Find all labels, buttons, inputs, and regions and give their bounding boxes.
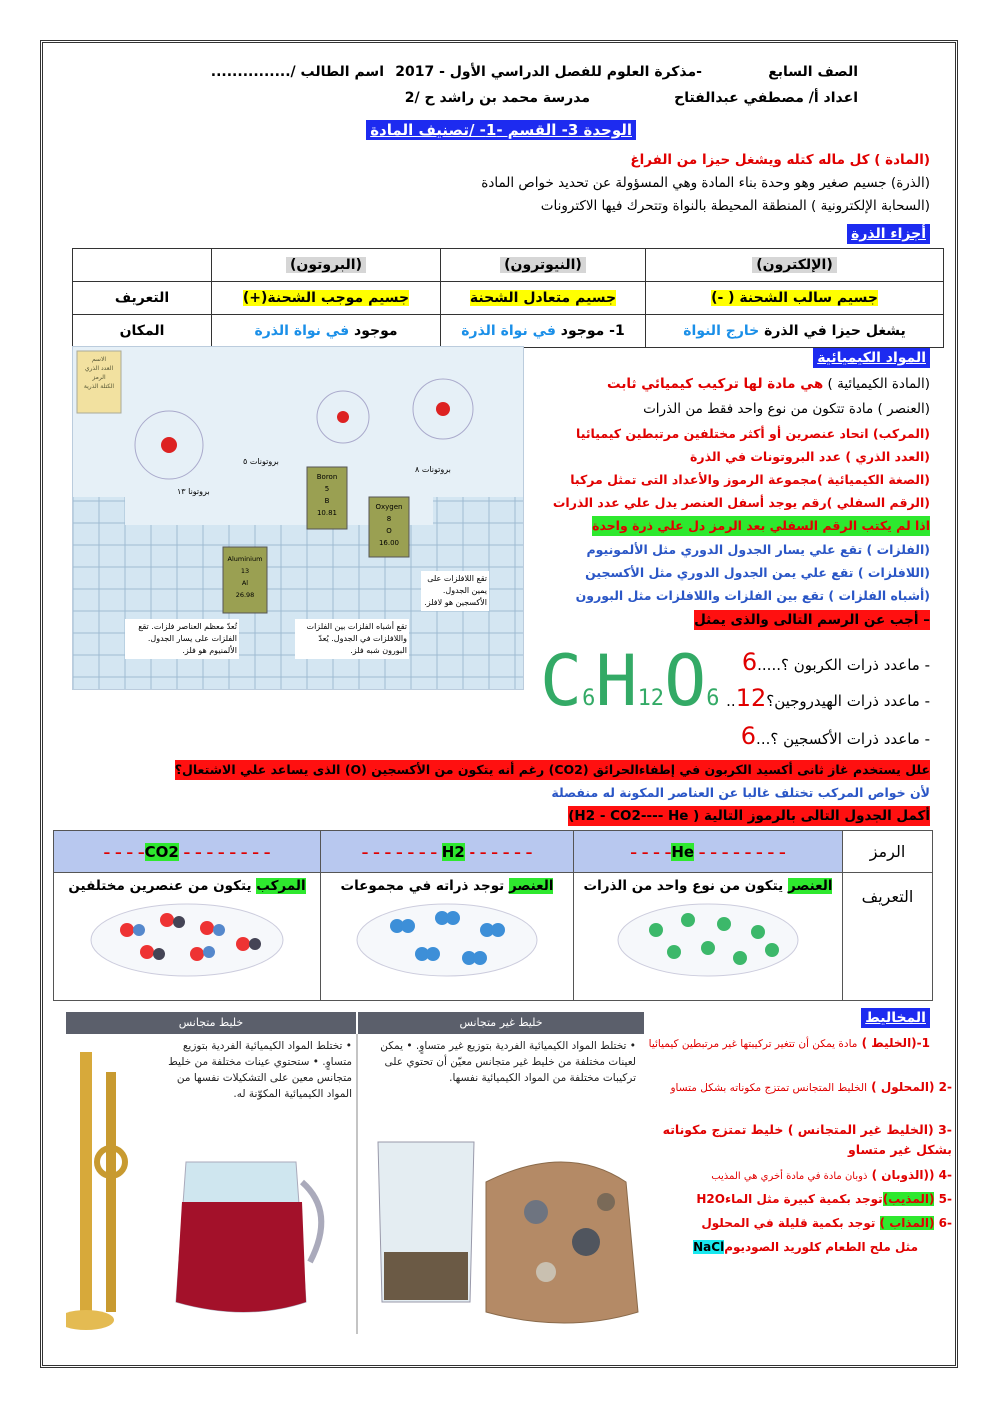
aluminium-tile: Aluminium 13 Al 26.98 bbox=[227, 555, 263, 599]
rock-image bbox=[486, 1162, 638, 1323]
homogeneous-header: خليط متجانس bbox=[66, 1012, 356, 1034]
trumpet-image bbox=[66, 1052, 125, 1330]
symbols-table bbox=[53, 830, 933, 1001]
he-symbol-cell: – – – – – – – – He– – – – bbox=[574, 831, 843, 873]
h2-symbol-cell: – – – – – - H2 – – – – – – – bbox=[321, 831, 574, 873]
def-element: (العنصر ) مادة تتكون من نوع واحد فقط من الذرات bbox=[643, 401, 930, 417]
electron-definition: جسيم سالب الشحنة ( -) bbox=[646, 282, 944, 315]
def-subscript: (الرقم السفلي )رقم يوجد أسفل العنصر يدل علي عدد الذرات bbox=[552, 495, 930, 510]
mixtures-title: المخاليط bbox=[861, 1008, 930, 1028]
he-definition: العنصر يتكون من نوع واحد من الذرات bbox=[574, 873, 843, 1001]
he-atoms-image bbox=[608, 900, 808, 980]
figure-legend: الاسم العدد الذري الرمز الكتلة الذرية bbox=[83, 356, 115, 390]
symbol-label: الرمز bbox=[843, 831, 933, 873]
atom-parts-table bbox=[72, 248, 944, 348]
protons-5-label: بروتونات ٥ bbox=[243, 457, 279, 466]
compound-definition: المركب يتكون من عنصرين مختلفين bbox=[54, 873, 321, 1001]
atom-parts-title: أجزاء الذرة bbox=[847, 224, 930, 244]
school-name: مدرسة محمد بن راشد ح /2 bbox=[404, 90, 590, 106]
neutron-header: (النيوترون) bbox=[441, 249, 646, 282]
def-compound: (المركب) اتحاد عنصرين أو أكثر مختلفين مرتبطين كيميائيا bbox=[576, 426, 930, 441]
neutron-place: 1- موجود في نواة الذرة bbox=[441, 315, 646, 348]
mixtures-figure bbox=[66, 1012, 644, 1334]
def-matter: (المادة ) كل ماله كتله ويشغل حيزا من الفراغ bbox=[630, 152, 930, 168]
def-nonmetals: (اللافلزات ) تقع علي يمن الجدول الدوري مثل الأكسجين bbox=[585, 565, 930, 580]
def-chemical-substance: (المادة الكيميائية ) هي مادة لها تركيب كيميائي ثابت bbox=[607, 376, 930, 392]
proton-header: (البروتون) bbox=[212, 249, 441, 282]
def-metals: (الفلزات ) تقع علي يسار الجدول الدوري مثل الألمونيوم bbox=[586, 542, 930, 557]
def-atomic-number: (العدد الذري ) عدد البروتونات في الذرة bbox=[690, 449, 930, 464]
mixture-def-5: -5 (المذيب)توجد بكمية كبيرة مثل الماءH2O bbox=[696, 1192, 952, 1206]
q-carbon: - ماعدد ذرات الكربون ؟.....6 bbox=[741, 648, 930, 676]
def-metalloids: (أشباه الفلزات ) تقع بين الفلزات واللافلزات مثل البورون bbox=[575, 588, 930, 603]
protons-8-label: بروتونات ٨ bbox=[415, 465, 451, 474]
mixture-def-6-example: مثل ملح الطعام كلوريد الصوديومNaCl bbox=[693, 1240, 918, 1254]
heterogeneous-header: خليط غير متجانس bbox=[358, 1012, 644, 1034]
co2-symbol-cell: – – – – – – – – CO2– – – – bbox=[54, 831, 321, 873]
boron-tile: Boron 5 B 10.81 bbox=[316, 473, 338, 517]
glucose-formula: C6H12O6 bbox=[540, 640, 720, 722]
row-definition-label: التعريف bbox=[73, 282, 212, 315]
heterogeneous-text: • تختلط المواد الكيميائية الفردية بتوزيع غير متساوٍ. • يمكن لعينات مختلفة من خليط غير متجانس معيّن أن تحتوي على تركيبات مختلفة من المواد الكيميائية نفسها. bbox=[380, 1040, 636, 1084]
note-metalloids: تقع أشباه الفلزات بين الفلزات واللافلزات في الجدول. يُعدّ البورون شبه فلز. bbox=[295, 619, 409, 659]
row-place-label: المكان bbox=[73, 315, 212, 348]
why-question: علل يستخدم غاز ثانى أكسيد الكربون في إطفاءالحرائق (CO2) رغم أنه يتكون من الأكسجين (O) الذى يساعد علي الاشتعال؟ bbox=[175, 760, 930, 780]
q-oxygen: - ماعدد ذرات الأكسجين ؟...6 bbox=[740, 722, 930, 750]
homogeneous-text: • تختلط المواد الكيميائية الفردية بتوزيع متساوٍ. • ستحتوي عينات مختلفة من خليط متجانس معين على التشكيلات نفسها من المواد الكيميائية المكوّنة له. bbox=[168, 1040, 352, 1100]
electron-place: يشغل حيزا في الذرة خارج النواة bbox=[646, 315, 944, 348]
neutron-definition: جسيم متعادل الشحنة bbox=[441, 282, 646, 315]
unit-title: الوحدة 3- القسم -1- /تصنيف المادة bbox=[366, 120, 636, 140]
h2-definition: العنصر توجد ذراته في مجموعات bbox=[321, 873, 574, 1001]
h2-molecules-image bbox=[347, 900, 547, 980]
note-nonmetals: تقع اللافلزات على يمين الجدول. الأكسجين هو لافلز. bbox=[421, 571, 489, 611]
def-formula: (الصغة الكيميائية )مجموعة الرموز والأعداد التى تمثل مركبا bbox=[570, 472, 930, 487]
mixtures-illustration bbox=[66, 1012, 644, 1334]
oxygen-tile: Oxygen 8 O 16.00 bbox=[375, 503, 403, 547]
def-cloud: (السحابة الإلكترونية ) المنطقة المحيطة بالنواة وتتحرك فيها الاكترونات bbox=[540, 198, 930, 214]
subscript-note: اذا لم يكتب الرقم السفلي بعد الرمز دل علي ذرة واحدة bbox=[592, 516, 930, 536]
complete-table-title: أكمل الجدول التالى بالرموز التالية ( H2 - CO2---- He) bbox=[568, 808, 930, 824]
mixture-def-4: -4 ((الذوبان ) ذوبان مادة في مادة أخري هي المذيب bbox=[711, 1168, 952, 1182]
mixture-def-6: -6 (المذاب ) توجد بكمية قليلة في المحلول bbox=[701, 1216, 952, 1230]
student-name: اسم الطالب /............... bbox=[210, 64, 384, 80]
definition-label: التعريف bbox=[843, 873, 933, 1001]
memo-title: -مذكرة العلوم للفصل الدراسي الأول - 2017 bbox=[395, 64, 702, 80]
juice-jug-image bbox=[176, 1162, 321, 1312]
electron-header: (الإلكترون) bbox=[646, 249, 944, 282]
def-atom: (الذرة) جسيم صغير وهو وحدة بناء المادة وهي المسؤولة عن تحديد خواص المادة bbox=[481, 175, 930, 191]
mixture-def-3: -3 (الخليط غير المتجانس ) خليط تمتزج مكوناته بشكل غير متساو bbox=[662, 1122, 952, 1157]
mixture-def-1: 1-(الخليط ) مادة يمكن أن تتغير تركيبتها غير مرتبطين كيميائيا bbox=[648, 1036, 930, 1050]
mixture-def-2: -2 (المحلول ) الخليط المتجانس تمتزج مكوناته بشكل متساو bbox=[670, 1080, 952, 1094]
q-hydrogen: - ماعدد ذرات الهيدروجين؟12.. bbox=[726, 684, 930, 712]
grade: الصف السابع bbox=[768, 64, 858, 80]
proton-definition: جسيم موجب الشحنة(+) bbox=[212, 282, 441, 315]
periodic-table-figure bbox=[72, 346, 524, 690]
note-metals: تُعدّ معظم العناصر فلزات. تقع الفلزات على يسار الجدول. الألمنيوم هو فلز. bbox=[125, 619, 239, 659]
prepared-by: اعداد أ/ مصطفي عبدالفتاح bbox=[674, 90, 858, 106]
compound-molecules-image bbox=[87, 900, 287, 980]
chemicals-title: المواد الكيميائية bbox=[813, 348, 930, 368]
beaker-image bbox=[378, 1142, 474, 1302]
question-title: – أجب عن الرسم التالى والذى يمثل bbox=[694, 612, 930, 628]
why-answer: لأن خواص المركب تختلف غالبا عن العناصر المكونة له منفصلة bbox=[551, 785, 930, 800]
proton-place: موجود في نواة الذرة bbox=[212, 315, 441, 348]
protons-13-label: بروتونا ١٣ bbox=[177, 487, 210, 496]
